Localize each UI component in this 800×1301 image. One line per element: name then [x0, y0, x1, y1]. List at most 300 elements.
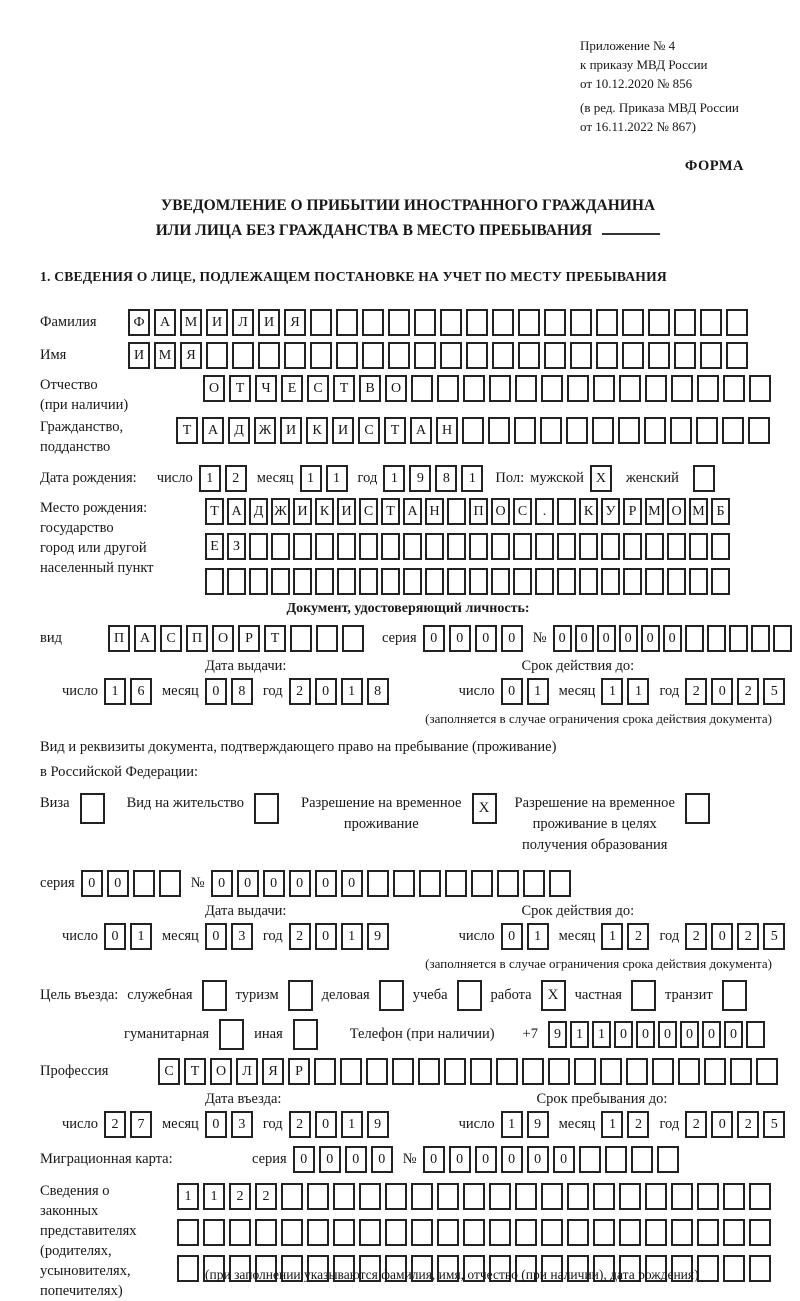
- char-cell[interactable]: [696, 417, 718, 444]
- char-cell[interactable]: [523, 870, 545, 897]
- char-cell[interactable]: 7: [130, 1111, 152, 1138]
- stay-day-cells[interactable]: [501, 1111, 553, 1138]
- char-cell[interactable]: [579, 1146, 601, 1173]
- birthplace-row2-cells[interactable]: [205, 533, 733, 560]
- char-cell[interactable]: Р: [288, 1058, 310, 1085]
- char-cell[interactable]: О: [210, 1058, 232, 1085]
- char-cell[interactable]: [255, 1219, 277, 1246]
- char-cell[interactable]: [622, 309, 644, 336]
- char-cell[interactable]: 2: [289, 1111, 311, 1138]
- char-cell[interactable]: 9: [409, 465, 431, 492]
- char-cell[interactable]: [333, 1183, 355, 1210]
- char-cell[interactable]: [579, 533, 598, 560]
- profession-cells[interactable]: [158, 1058, 782, 1085]
- char-cell[interactable]: 2: [627, 1111, 649, 1138]
- char-cell[interactable]: [463, 375, 485, 402]
- char-cell[interactable]: Я: [180, 342, 202, 369]
- char-cell[interactable]: [722, 417, 744, 444]
- char-cell[interactable]: [674, 309, 696, 336]
- char-cell[interactable]: 1: [341, 923, 363, 950]
- char-cell[interactable]: [307, 1183, 329, 1210]
- char-cell[interactable]: С: [359, 498, 378, 525]
- char-cell[interactable]: [648, 342, 670, 369]
- char-cell[interactable]: 2: [225, 465, 247, 492]
- gender-female-checkbox[interactable]: [693, 465, 719, 492]
- char-cell[interactable]: [579, 568, 598, 595]
- char-cell[interactable]: [462, 417, 484, 444]
- char-cell[interactable]: [749, 375, 771, 402]
- purpose-humanitarian-checkbox[interactable]: [219, 1019, 244, 1050]
- visa-checkbox[interactable]: [80, 793, 105, 824]
- char-cell[interactable]: Ф: [128, 309, 150, 336]
- char-cell[interactable]: [388, 342, 410, 369]
- char-cell[interactable]: Т: [229, 375, 251, 402]
- char-cell[interactable]: С: [160, 625, 182, 652]
- char-cell[interactable]: 1: [461, 465, 483, 492]
- char-cell[interactable]: М: [645, 498, 664, 525]
- char-cell[interactable]: 1: [527, 678, 549, 705]
- char-cell[interactable]: Т: [384, 417, 406, 444]
- char-cell[interactable]: 0: [371, 1146, 393, 1173]
- char-cell[interactable]: [333, 1219, 355, 1246]
- char-cell[interactable]: [463, 1219, 485, 1246]
- char-cell[interactable]: [689, 568, 708, 595]
- char-cell[interactable]: 0: [680, 1021, 699, 1048]
- char-cell[interactable]: А: [403, 498, 422, 525]
- char-cell[interactable]: [548, 1058, 570, 1085]
- char-cell[interactable]: К: [315, 498, 334, 525]
- char-cell[interactable]: 0: [315, 870, 337, 897]
- char-cell[interactable]: [773, 625, 792, 652]
- char-cell[interactable]: [567, 1183, 589, 1210]
- char-cell[interactable]: [232, 342, 254, 369]
- char-cell[interactable]: [293, 568, 312, 595]
- char-cell[interactable]: [227, 568, 246, 595]
- char-cell[interactable]: [697, 1183, 719, 1210]
- birthplace-row3-cells[interactable]: [205, 568, 733, 595]
- char-cell[interactable]: [535, 533, 554, 560]
- char-cell[interactable]: [425, 533, 444, 560]
- char-cell[interactable]: [549, 870, 571, 897]
- char-cell[interactable]: [689, 533, 708, 560]
- char-cell[interactable]: [470, 1058, 492, 1085]
- char-cell[interactable]: [670, 417, 692, 444]
- char-cell[interactable]: [310, 309, 332, 336]
- stay-year-cells[interactable]: [685, 1111, 789, 1138]
- char-cell[interactable]: [440, 342, 462, 369]
- char-cell[interactable]: [514, 417, 536, 444]
- char-cell[interactable]: [541, 1219, 563, 1246]
- entry-year-cells[interactable]: [289, 1111, 393, 1138]
- char-cell[interactable]: Е: [281, 375, 303, 402]
- char-cell[interactable]: [726, 309, 748, 336]
- char-cell[interactable]: [411, 1219, 433, 1246]
- char-cell[interactable]: [359, 568, 378, 595]
- char-cell[interactable]: 0: [319, 1146, 341, 1173]
- char-cell[interactable]: [497, 870, 519, 897]
- char-cell[interactable]: 1: [130, 923, 152, 950]
- char-cell[interactable]: 0: [475, 625, 497, 652]
- char-cell[interactable]: 2: [737, 923, 759, 950]
- char-cell[interactable]: [381, 568, 400, 595]
- char-cell[interactable]: [385, 1219, 407, 1246]
- char-cell[interactable]: 2: [685, 923, 707, 950]
- char-cell[interactable]: [522, 1058, 544, 1085]
- char-cell[interactable]: М: [154, 342, 176, 369]
- char-cell[interactable]: О: [203, 375, 225, 402]
- char-cell[interactable]: [730, 1058, 752, 1085]
- char-cell[interactable]: 0: [107, 870, 129, 897]
- char-cell[interactable]: 9: [367, 923, 389, 950]
- char-cell[interactable]: [310, 342, 332, 369]
- char-cell[interactable]: [723, 1219, 745, 1246]
- char-cell[interactable]: [385, 1183, 407, 1210]
- char-cell[interactable]: 0: [205, 923, 227, 950]
- char-cell[interactable]: П: [108, 625, 130, 652]
- char-cell[interactable]: 0: [501, 923, 523, 950]
- char-cell[interactable]: [644, 417, 666, 444]
- doc-valid-day-cells[interactable]: [501, 678, 553, 705]
- char-cell[interactable]: [544, 309, 566, 336]
- char-cell[interactable]: [411, 1183, 433, 1210]
- char-cell[interactable]: [388, 309, 410, 336]
- char-cell[interactable]: [340, 1058, 362, 1085]
- char-cell[interactable]: 1: [527, 923, 549, 950]
- char-cell[interactable]: [631, 1146, 653, 1173]
- char-cell[interactable]: 1: [601, 678, 623, 705]
- char-cell[interactable]: [749, 1183, 771, 1210]
- char-cell[interactable]: [749, 1219, 771, 1246]
- char-cell[interactable]: [657, 1146, 679, 1173]
- edu-permit-checkbox[interactable]: [685, 793, 710, 824]
- char-cell[interactable]: 0: [423, 625, 445, 652]
- purpose-official-checkbox[interactable]: [202, 980, 227, 1011]
- migration-number-cells[interactable]: [423, 1146, 683, 1173]
- char-cell[interactable]: А: [134, 625, 156, 652]
- entry-month-cells[interactable]: [205, 1111, 257, 1138]
- char-cell[interactable]: 0: [636, 1021, 655, 1048]
- char-cell[interactable]: [601, 568, 620, 595]
- char-cell[interactable]: У: [601, 498, 620, 525]
- char-cell[interactable]: 0: [475, 1146, 497, 1173]
- char-cell[interactable]: [541, 1183, 563, 1210]
- char-cell[interactable]: [605, 1146, 627, 1173]
- char-cell[interactable]: [447, 568, 466, 595]
- char-cell[interactable]: [419, 870, 441, 897]
- char-cell[interactable]: Ж: [254, 417, 276, 444]
- char-cell[interactable]: [469, 533, 488, 560]
- char-cell[interactable]: 9: [527, 1111, 549, 1138]
- char-cell[interactable]: [336, 309, 358, 336]
- char-cell[interactable]: О: [491, 498, 510, 525]
- char-cell[interactable]: [746, 1021, 765, 1048]
- char-cell[interactable]: [205, 568, 224, 595]
- char-cell[interactable]: К: [306, 417, 328, 444]
- char-cell[interactable]: Т: [176, 417, 198, 444]
- char-cell[interactable]: 6: [130, 678, 152, 705]
- char-cell[interactable]: 1: [383, 465, 405, 492]
- char-cell[interactable]: [496, 1058, 518, 1085]
- char-cell[interactable]: [623, 568, 642, 595]
- doc-valid-year-cells[interactable]: [685, 678, 789, 705]
- char-cell[interactable]: [393, 870, 415, 897]
- char-cell[interactable]: 0: [423, 1146, 445, 1173]
- char-cell[interactable]: [697, 1219, 719, 1246]
- char-cell[interactable]: 0: [341, 870, 363, 897]
- char-cell[interactable]: [491, 533, 510, 560]
- char-cell[interactable]: [229, 1219, 251, 1246]
- char-cell[interactable]: 9: [367, 1111, 389, 1138]
- char-cell[interactable]: 0: [553, 625, 572, 652]
- char-cell[interactable]: 0: [104, 923, 126, 950]
- char-cell[interactable]: [315, 533, 334, 560]
- char-cell[interactable]: [418, 1058, 440, 1085]
- char-cell[interactable]: [414, 309, 436, 336]
- char-cell[interactable]: 0: [663, 625, 682, 652]
- char-cell[interactable]: 2: [737, 1111, 759, 1138]
- char-cell[interactable]: [488, 417, 510, 444]
- char-cell[interactable]: И: [206, 309, 228, 336]
- char-cell[interactable]: [748, 417, 770, 444]
- char-cell[interactable]: [381, 533, 400, 560]
- char-cell[interactable]: 0: [501, 625, 523, 652]
- char-cell[interactable]: К: [579, 498, 598, 525]
- purpose-transit-checkbox[interactable]: [722, 980, 747, 1011]
- char-cell[interactable]: [367, 870, 389, 897]
- char-cell[interactable]: 5: [763, 678, 785, 705]
- char-cell[interactable]: 1: [341, 678, 363, 705]
- char-cell[interactable]: А: [154, 309, 176, 336]
- char-cell[interactable]: 0: [205, 678, 227, 705]
- char-cell[interactable]: 5: [763, 1111, 785, 1138]
- purpose-business-checkbox[interactable]: [379, 980, 404, 1011]
- char-cell[interactable]: [626, 1058, 648, 1085]
- char-cell[interactable]: [362, 309, 384, 336]
- char-cell[interactable]: [707, 625, 726, 652]
- char-cell[interactable]: .: [535, 498, 554, 525]
- char-cell[interactable]: [726, 342, 748, 369]
- char-cell[interactable]: 0: [711, 678, 733, 705]
- representatives-row1-cells[interactable]: [177, 1183, 775, 1210]
- char-cell[interactable]: [723, 375, 745, 402]
- char-cell[interactable]: [271, 533, 290, 560]
- char-cell[interactable]: [491, 568, 510, 595]
- char-cell[interactable]: [723, 1255, 745, 1282]
- char-cell[interactable]: [671, 375, 693, 402]
- char-cell[interactable]: [567, 375, 589, 402]
- doc-valid-month-cells[interactable]: [601, 678, 653, 705]
- residence-valid-day-cells[interactable]: [501, 923, 553, 950]
- char-cell[interactable]: П: [469, 498, 488, 525]
- residence-issue-day-cells[interactable]: [104, 923, 156, 950]
- char-cell[interactable]: [697, 1255, 719, 1282]
- char-cell[interactable]: [362, 342, 384, 369]
- patronymic-cells[interactable]: [203, 375, 775, 402]
- char-cell[interactable]: 2: [229, 1183, 251, 1210]
- char-cell[interactable]: [447, 498, 466, 525]
- char-cell[interactable]: [342, 625, 364, 652]
- char-cell[interactable]: [307, 1219, 329, 1246]
- char-cell[interactable]: [466, 309, 488, 336]
- char-cell[interactable]: [515, 375, 537, 402]
- char-cell[interactable]: [540, 417, 562, 444]
- char-cell[interactable]: [567, 1219, 589, 1246]
- char-cell[interactable]: 2: [104, 1111, 126, 1138]
- char-cell[interactable]: 3: [231, 1111, 253, 1138]
- char-cell[interactable]: 0: [205, 1111, 227, 1138]
- char-cell[interactable]: Н: [425, 498, 444, 525]
- char-cell[interactable]: З: [227, 533, 246, 560]
- char-cell[interactable]: Р: [623, 498, 642, 525]
- char-cell[interactable]: 0: [449, 1146, 471, 1173]
- char-cell[interactable]: 0: [293, 1146, 315, 1173]
- char-cell[interactable]: 0: [315, 923, 337, 950]
- char-cell[interactable]: 0: [614, 1021, 633, 1048]
- char-cell[interactable]: 1: [601, 923, 623, 950]
- char-cell[interactable]: [593, 1183, 615, 1210]
- char-cell[interactable]: 5: [763, 923, 785, 950]
- char-cell[interactable]: 2: [289, 678, 311, 705]
- char-cell[interactable]: С: [358, 417, 380, 444]
- char-cell[interactable]: С: [307, 375, 329, 402]
- char-cell[interactable]: [600, 1058, 622, 1085]
- char-cell[interactable]: 9: [548, 1021, 567, 1048]
- char-cell[interactable]: [711, 568, 730, 595]
- char-cell[interactable]: 0: [501, 1146, 523, 1173]
- char-cell[interactable]: 2: [255, 1183, 277, 1210]
- char-cell[interactable]: [557, 498, 576, 525]
- char-cell[interactable]: 1: [627, 678, 649, 705]
- char-cell[interactable]: 0: [527, 1146, 549, 1173]
- char-cell[interactable]: [593, 1219, 615, 1246]
- char-cell[interactable]: 2: [685, 678, 707, 705]
- char-cell[interactable]: 0: [597, 625, 616, 652]
- char-cell[interactable]: О: [385, 375, 407, 402]
- char-cell[interactable]: [619, 375, 641, 402]
- char-cell[interactable]: 1: [601, 1111, 623, 1138]
- char-cell[interactable]: [593, 375, 615, 402]
- char-cell[interactable]: Е: [205, 533, 224, 560]
- char-cell[interactable]: 0: [553, 1146, 575, 1173]
- char-cell[interactable]: [281, 1183, 303, 1210]
- char-cell[interactable]: [337, 533, 356, 560]
- char-cell[interactable]: [751, 625, 770, 652]
- char-cell[interactable]: 1: [570, 1021, 589, 1048]
- char-cell[interactable]: [570, 309, 592, 336]
- char-cell[interactable]: [645, 568, 664, 595]
- char-cell[interactable]: 0: [619, 625, 638, 652]
- char-cell[interactable]: [133, 870, 155, 897]
- char-cell[interactable]: Я: [284, 309, 306, 336]
- char-cell[interactable]: [392, 1058, 414, 1085]
- char-cell[interactable]: 0: [724, 1021, 743, 1048]
- char-cell[interactable]: 0: [711, 923, 733, 950]
- char-cell[interactable]: [645, 1183, 667, 1210]
- char-cell[interactable]: М: [180, 309, 202, 336]
- birth-day-cells[interactable]: [199, 465, 251, 492]
- char-cell[interactable]: 0: [702, 1021, 721, 1048]
- char-cell[interactable]: [645, 533, 664, 560]
- char-cell[interactable]: [159, 870, 181, 897]
- char-cell[interactable]: [403, 568, 422, 595]
- char-cell[interactable]: [596, 342, 618, 369]
- representatives-row2-cells[interactable]: [177, 1219, 775, 1246]
- citizenship-cells[interactable]: [176, 417, 774, 444]
- char-cell[interactable]: [693, 465, 715, 492]
- char-cell[interactable]: [471, 870, 493, 897]
- char-cell[interactable]: 0: [315, 678, 337, 705]
- char-cell[interactable]: [557, 568, 576, 595]
- char-cell[interactable]: И: [128, 342, 150, 369]
- char-cell[interactable]: Б: [711, 498, 730, 525]
- char-cell[interactable]: [203, 1219, 225, 1246]
- char-cell[interactable]: М: [689, 498, 708, 525]
- birth-month-cells[interactable]: [300, 465, 352, 492]
- migration-series-cells[interactable]: [293, 1146, 397, 1173]
- char-cell[interactable]: [249, 533, 268, 560]
- char-cell[interactable]: [645, 1219, 667, 1246]
- char-cell[interactable]: [337, 568, 356, 595]
- char-cell[interactable]: [570, 342, 592, 369]
- purpose-private-checkbox[interactable]: [631, 980, 656, 1011]
- char-cell[interactable]: С: [513, 498, 532, 525]
- char-cell[interactable]: [566, 417, 588, 444]
- char-cell[interactable]: И: [258, 309, 280, 336]
- char-cell[interactable]: 2: [685, 1111, 707, 1138]
- char-cell[interactable]: [535, 568, 554, 595]
- char-cell[interactable]: И: [337, 498, 356, 525]
- char-cell[interactable]: 0: [449, 625, 471, 652]
- char-cell[interactable]: Т: [333, 375, 355, 402]
- char-cell[interactable]: А: [227, 498, 246, 525]
- char-cell[interactable]: О: [212, 625, 234, 652]
- char-cell[interactable]: [623, 533, 642, 560]
- char-cell[interactable]: [596, 309, 618, 336]
- char-cell[interactable]: [513, 568, 532, 595]
- purpose-other-checkbox[interactable]: [293, 1019, 318, 1050]
- residence-issue-month-cells[interactable]: [205, 923, 257, 950]
- doc-number-cells[interactable]: [553, 625, 795, 652]
- char-cell[interactable]: [515, 1219, 537, 1246]
- char-cell[interactable]: Д: [228, 417, 250, 444]
- char-cell[interactable]: [463, 1183, 485, 1210]
- char-cell[interactable]: [749, 1255, 771, 1282]
- char-cell[interactable]: 0: [345, 1146, 367, 1173]
- doc-kind-cells[interactable]: [108, 625, 368, 652]
- char-cell[interactable]: [544, 342, 566, 369]
- char-cell[interactable]: 0: [711, 1111, 733, 1138]
- char-cell[interactable]: 0: [641, 625, 660, 652]
- char-cell[interactable]: 2: [627, 923, 649, 950]
- char-cell[interactable]: 0: [263, 870, 285, 897]
- char-cell[interactable]: 0: [575, 625, 594, 652]
- char-cell[interactable]: Т: [264, 625, 286, 652]
- char-cell[interactable]: 0: [81, 870, 103, 897]
- char-cell[interactable]: 0: [237, 870, 259, 897]
- doc-issue-year-cells[interactable]: [289, 678, 393, 705]
- char-cell[interactable]: И: [280, 417, 302, 444]
- char-cell[interactable]: 2: [289, 923, 311, 950]
- char-cell[interactable]: [437, 1183, 459, 1210]
- char-cell[interactable]: [674, 342, 696, 369]
- char-cell[interactable]: [619, 1219, 641, 1246]
- char-cell[interactable]: [756, 1058, 778, 1085]
- residence-issue-year-cells[interactable]: [289, 923, 393, 950]
- char-cell[interactable]: [258, 342, 280, 369]
- char-cell[interactable]: 0: [501, 678, 523, 705]
- residence-number-cells[interactable]: [211, 870, 575, 897]
- char-cell[interactable]: [489, 1219, 511, 1246]
